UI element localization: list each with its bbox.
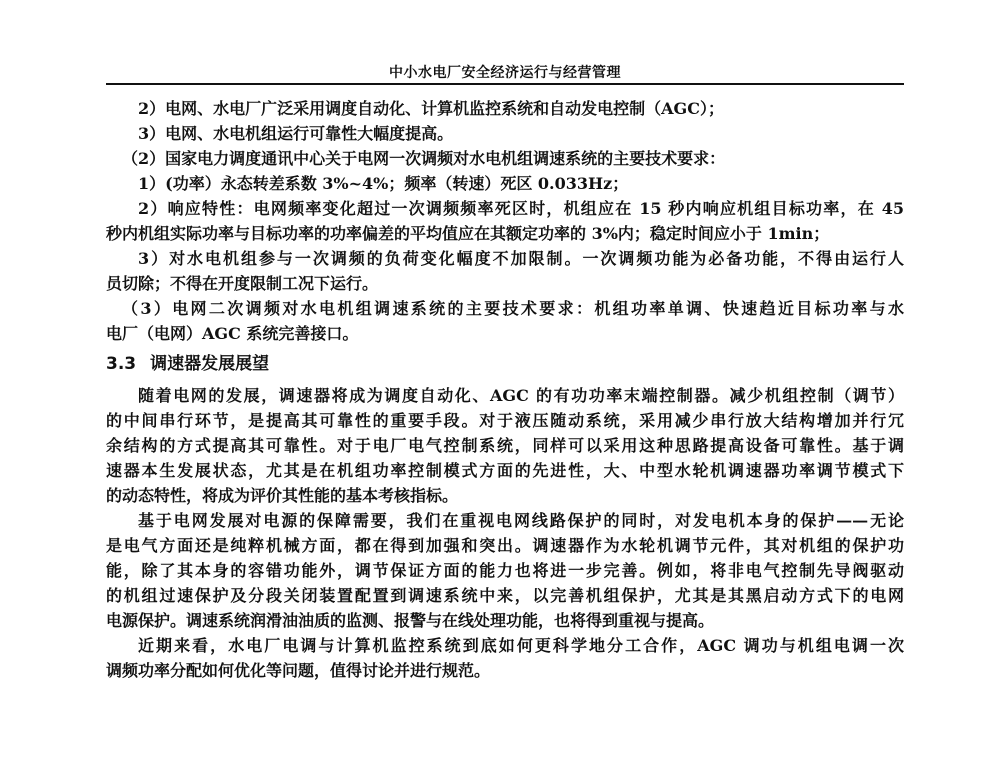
paragraph-line: 秒内机组实际功率与目标功率的功率偏差的平均值应在其额定功率的 3%内；稳定时间应小于 1min； [106,224,830,243]
paragraph-line: 员切除；不得在开度限制工况下运行。 [106,274,379,293]
page-body [106,96,904,683]
paragraph-line: 的机组过速保护及分段关闭装置配置到调速系统中来，以完善机组保护，尤其是其黑启动方式下的电网 [106,586,904,605]
header-divider [106,83,904,85]
paragraph-line: 电源保护。调速系统润滑油油质的监测、报警与在线处理功能，也将得到重视与提高。 [106,611,715,630]
running-header: 中小水电厂安全经济运行与经营管理 [389,65,621,81]
paragraph-line: 2）响应特性：电网频率变化超过一次调频频率死区时，机组应在 15 秒内响应机组目标功率，在 45 [138,199,904,218]
paragraph-line: 的动态特性，将成为评价其性能的基本考核指标。 [106,486,459,505]
subsection-intro: （2）国家电力调度通讯中心关于电网一次调频对水电机组调速系统的主要技术要求： [122,149,726,168]
section-title: 调速器发展展望 [150,354,270,374]
list-item: 3）电网、水电机组运行可靠性大幅度提高。 [138,124,454,143]
list-item: 2）电网、水电厂广泛采用调度自动化、计算机监控系统和自动发电控制（AGC）； [138,99,724,118]
paragraph-line: 能，除了其本身的容错功能外，调节保证方面的能力也将进一步完善。例如，将非电气控制先导阀驱动 [106,561,904,580]
paragraph-line: 速器本生发展状态，尤其是在机组功率控制模式方面的先进性，大、中型水轮机调速器功率调节模式下 [106,461,904,480]
paragraph-line: 调频功率分配如何优化等问题，值得讨论并进行规范。 [106,661,491,680]
paragraph-line: 近期来看，水电厂电调与计算机监控系统到底如何更科学地分工合作，AGC 调功与机组电调一次 [138,636,904,655]
paragraph-line: 电厂（电网）AGC 系统完善接口。 [106,324,359,343]
paragraph-line: 3）对水电机组参与一次调频的负荷变化幅度不加限制。一次调频功能为必备功能，不得由运行人 [138,249,904,268]
paragraph-line: 的中间串行环节，是提高其可靠性的重要手段。对于液压随动系统，采用减少串行放大结构增加并行冗 [106,411,904,430]
list-item: 1）(功率）永态转差系数 3%~4%；频率（转速）死区 0.033Hz； [138,174,629,193]
paragraph-line: 随着电网的发展，调速器将成为调度自动化、AGC 的有功功率末端控制器。减少机组控制（调节） [138,386,904,405]
paragraph-line: （3）电网二次调频对水电机组调速系统的主要技术要求：机组功率单调、快速趋近目标功率与水 [122,299,904,318]
section-heading [106,349,904,380]
paragraph-line: 基于电网发展对电源的保障需要，我们在重视电网线路保护的同时，对发电机本身的保护——无论 [138,511,904,530]
section-number: 3.3 [106,354,137,374]
paragraph-line: 余结构的方式提高其可靠性。对于电厂电气控制系统，同样可以采用这种思路提高设备可靠性。基于调 [106,436,904,455]
paragraph-line: 是电气方面还是纯粹机械方面，都在得到加强和突出。调速器作为水轮机调节元件，其对机组的保护功 [106,536,904,555]
